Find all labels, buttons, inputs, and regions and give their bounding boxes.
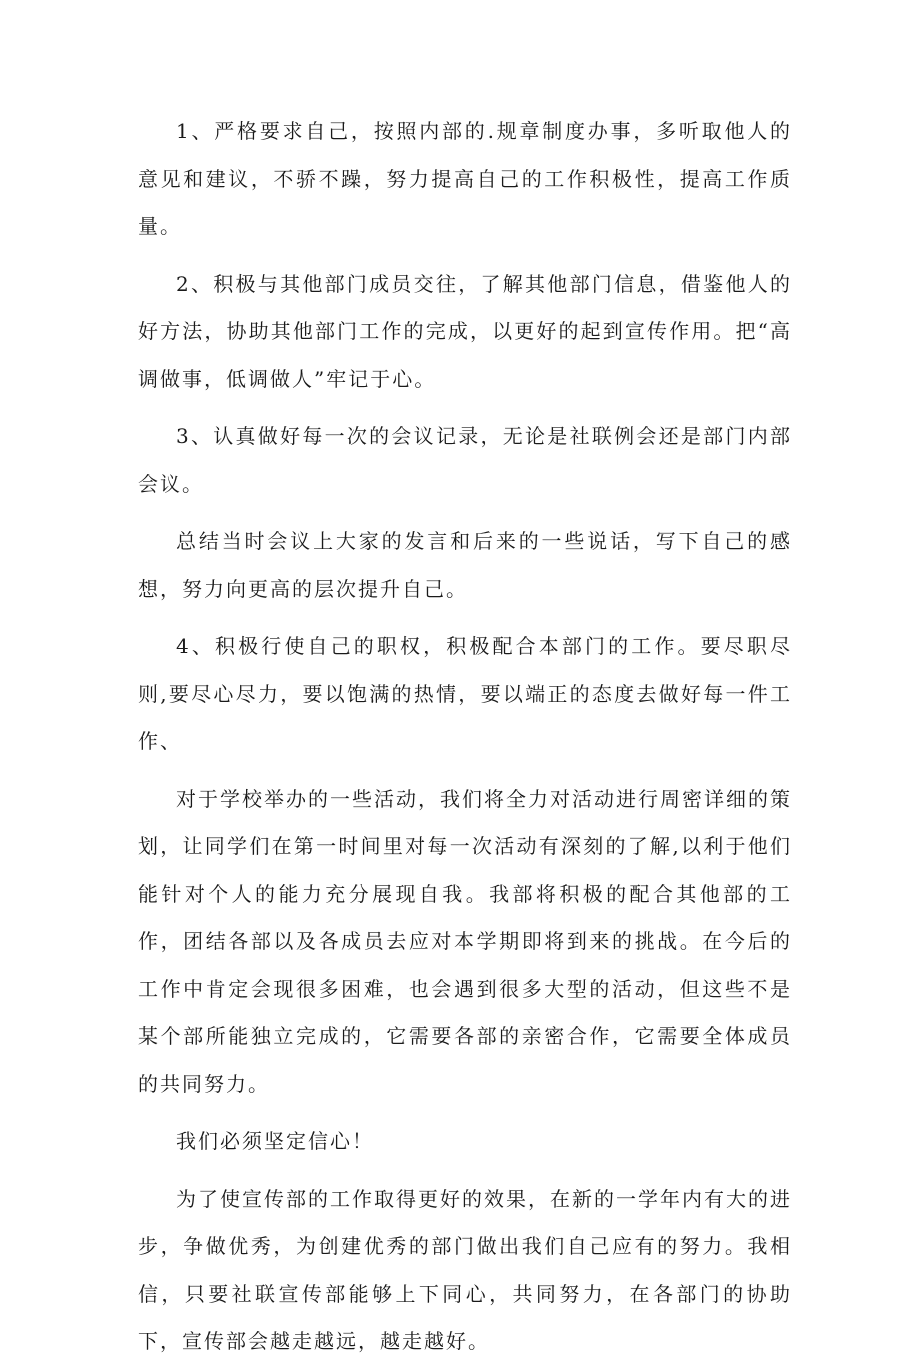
paragraph-4: 总结当时会议上大家的发言和后来的一些说话，写下自己的感想，努力向更高的层次提升自己。 [138,529,792,601]
paragraph-8: 为了使宣传部的工作取得更好的效果，在新的一学年内有大的进步，争做优秀，为创建优秀的部门做出我们自己应有的努力。我相信，只要社联宣传部能够上下同心，共同努力，在各部门的协助下，宣传部会越走越远，越走越好。 [138,1186,792,1353]
paragraph-6: 对于学校举办的一些活动，我们将全力对活动进行周密详细的策划，让同学们在第一时间里对每一次活动有深刻的了解,以利于他们能针对个人的能力充分展现自我。我部将积极的配合其他部的工作，团结各部以及各成员去应对本学期即将到来的挑战。在今后的工作中肯定会现很多困难，也会遇到很多大型的活动，但这些不是某个部所能独立完成的，它需要各部的亲密合作，它需要全体成员的共同努力。 [138,786,792,1096]
paragraph-1: 1、严格要求自己，按照内部的.规章制度办事，多听取他人的意见和建议，不骄不躁，努力提高自己的工作积极性，提高工作质量。 [138,119,792,238]
paragraph-5: 4、积极行使自己的职权，积极配合本部门的工作。要尽职尽则,要尽心尽力，要以饱满的热情，要以端正的态度去做好每一件工作、 [138,634,792,753]
paragraph-7: 我们必须坚定信心！ [176,1129,374,1153]
paragraph-3: 3、认真做好每一次的会议记录，无论是社联例会还是部门内部会议。 [138,424,792,496]
paragraph-2: 2、积极与其他部门成员交往，了解其他部门信息，借鉴他人的好方法，协助其他部门工作的完成，以更好的起到宣传作用。把“高调做事，低调做人”牢记于心。 [138,271,792,391]
